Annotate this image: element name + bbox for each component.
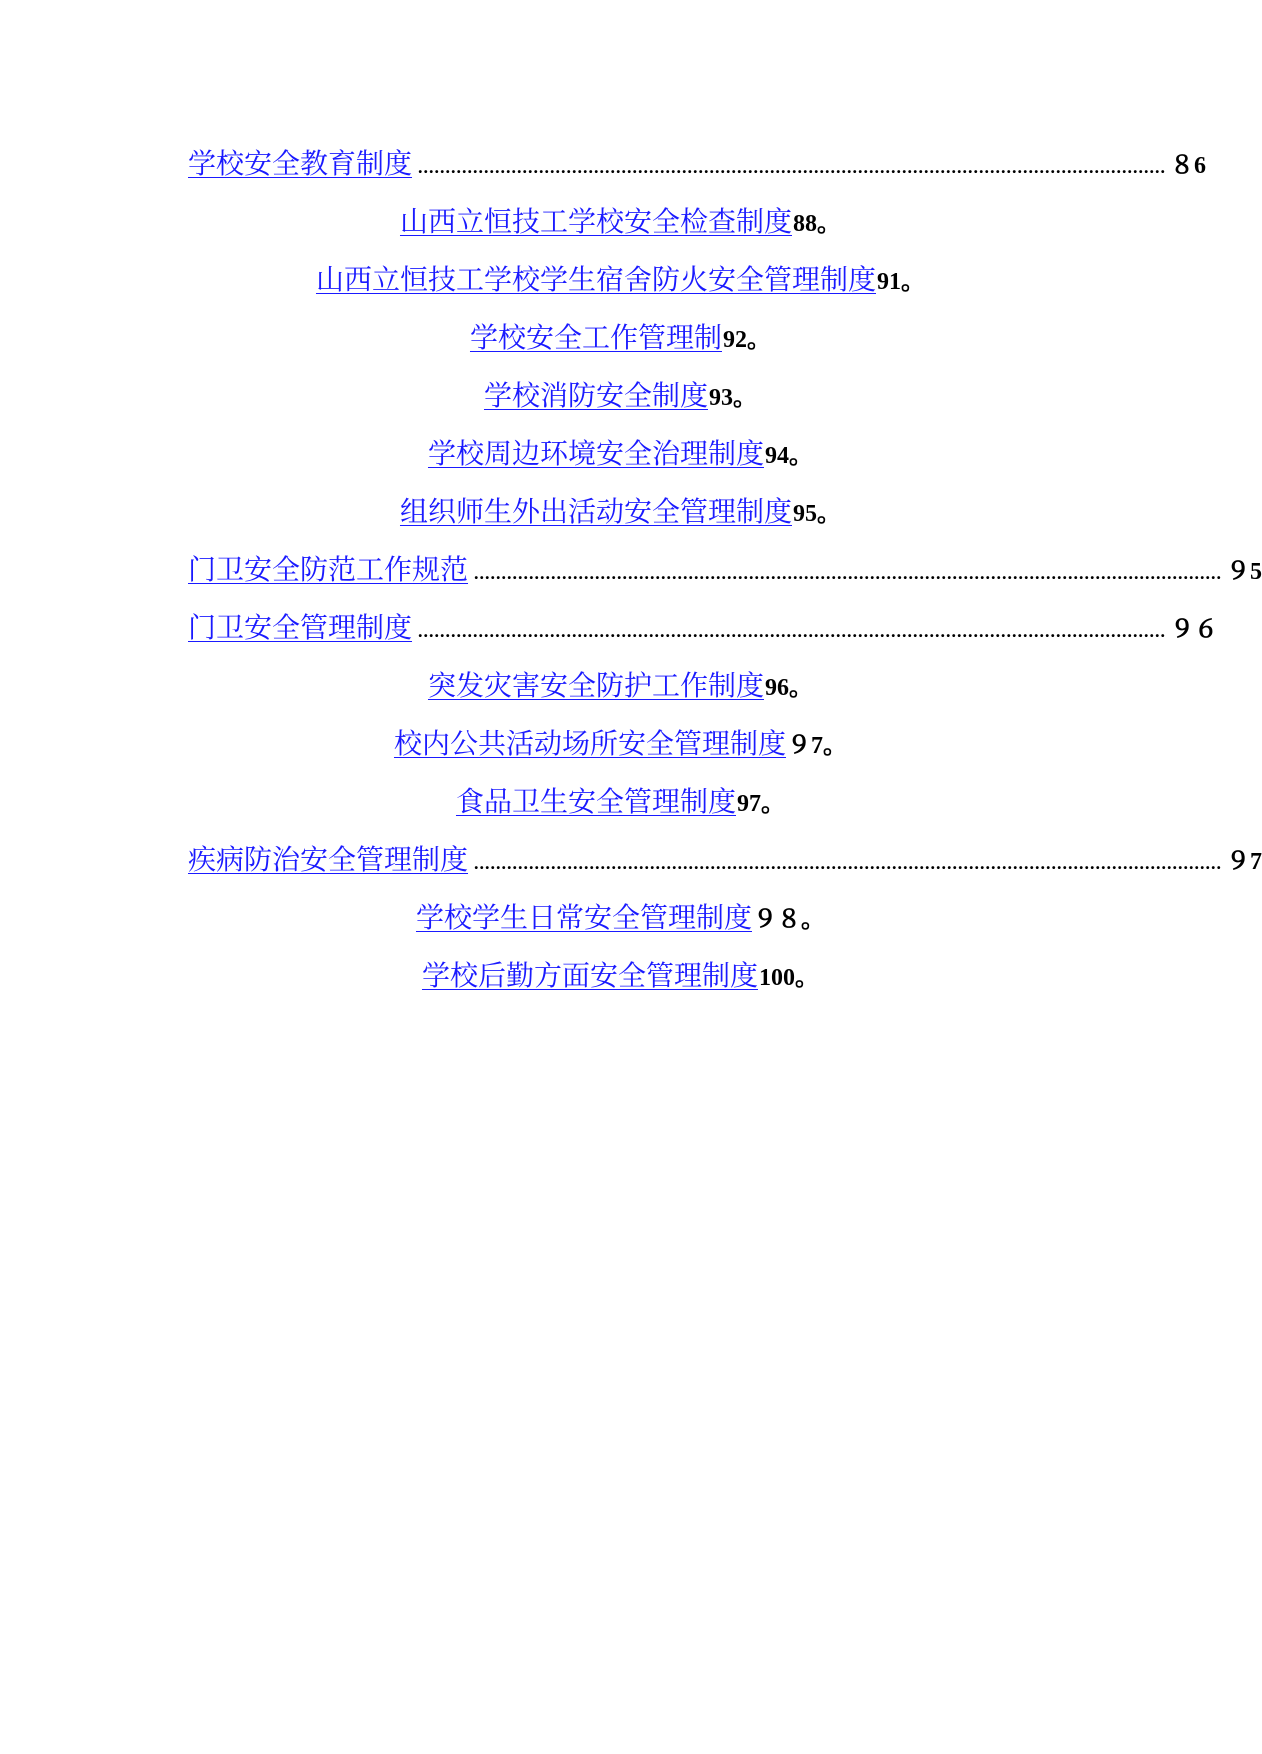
toc-link[interactable]: 突发灾害安全防护工作制度 bbox=[427, 669, 764, 702]
toc-link[interactable]: 门卫安全管理制度 bbox=[188, 611, 413, 644]
toc-entry-school-safety-education bbox=[188, 142, 1207, 186]
toc-page-number: 100。 bbox=[759, 965, 819, 991]
toc-entry-disaster-protection bbox=[0, 664, 1241, 708]
toc-entry-fire-safety bbox=[0, 374, 1241, 418]
toc-page-number: 95。 bbox=[793, 501, 841, 527]
toc-dot-leader: ........................................................................................................................................ bbox=[418, 157, 1167, 177]
toc-entry-disease-prevention bbox=[188, 838, 1262, 882]
toc-link[interactable]: 学校周边环境安全治理制度 bbox=[427, 437, 764, 470]
toc-entry-safety-inspection bbox=[0, 200, 1241, 244]
toc-entry-gatekeeper-prevention bbox=[188, 548, 1262, 592]
toc-page-number: ９８。 bbox=[753, 907, 825, 933]
toc-page-number: ８6 bbox=[1170, 153, 1207, 179]
toc-link[interactable]: 学校后勤方面安全管理制度 bbox=[421, 959, 758, 992]
toc-page-number: ９7。 bbox=[787, 733, 847, 759]
toc-page-number: 93。 bbox=[709, 385, 757, 411]
toc-entry-public-activity-venues bbox=[0, 722, 1241, 766]
toc-link[interactable]: 学校安全工作管理制 bbox=[469, 321, 722, 354]
toc-entry-food-hygiene bbox=[0, 780, 1241, 824]
toc-page-number: 88。 bbox=[793, 211, 841, 237]
toc-link[interactable]: 校内公共活动场所安全管理制度 bbox=[393, 727, 786, 760]
toc-entry-logistics-safety bbox=[0, 954, 1241, 998]
toc-link[interactable]: 山西立恒技工学校安全检查制度 bbox=[399, 205, 792, 238]
toc-page-number: 97。 bbox=[737, 791, 785, 817]
toc-page-number: 91。 bbox=[877, 269, 925, 295]
toc-link[interactable]: 山西立恒技工学校学生宿舍防火安全管理制度 bbox=[315, 263, 876, 296]
toc-dot-leader: ........................................................................................................................................ bbox=[418, 621, 1167, 641]
toc-entry-surrounding-environment bbox=[0, 432, 1241, 476]
toc-entry-outing-activities bbox=[0, 490, 1241, 534]
toc-link[interactable]: 学校安全教育制度 bbox=[188, 147, 413, 180]
toc-page-number: 92。 bbox=[723, 327, 771, 353]
toc-entry-safety-work-management bbox=[0, 316, 1241, 360]
toc-link[interactable]: 疾病防治安全管理制度 bbox=[188, 843, 469, 876]
toc-link[interactable]: 门卫安全防范工作规范 bbox=[188, 553, 469, 586]
toc-link[interactable]: 学校消防安全制度 bbox=[483, 379, 708, 412]
toc-link[interactable]: 组织师生外出活动安全管理制度 bbox=[399, 495, 792, 528]
toc-page-number: 94。 bbox=[765, 443, 813, 469]
toc-dot-leader: ........................................................................................................................................ bbox=[474, 563, 1223, 583]
toc-page-number: 96。 bbox=[765, 675, 813, 701]
toc-dot-leader: ........................................................................................................................................ bbox=[474, 853, 1223, 873]
toc-page-number: ９7 bbox=[1226, 849, 1262, 875]
toc-link[interactable]: 学校学生日常安全管理制度 bbox=[415, 901, 752, 934]
toc-page-number: ９６ bbox=[1170, 617, 1219, 643]
toc-link[interactable]: 食品卫生安全管理制度 bbox=[455, 785, 736, 818]
toc-entry-gatekeeper-management bbox=[188, 606, 1219, 650]
toc-page-number: ９5 bbox=[1226, 559, 1262, 585]
toc-entry-dormitory-fire-safety bbox=[0, 258, 1241, 302]
toc-entry-daily-student-safety bbox=[0, 896, 1241, 940]
